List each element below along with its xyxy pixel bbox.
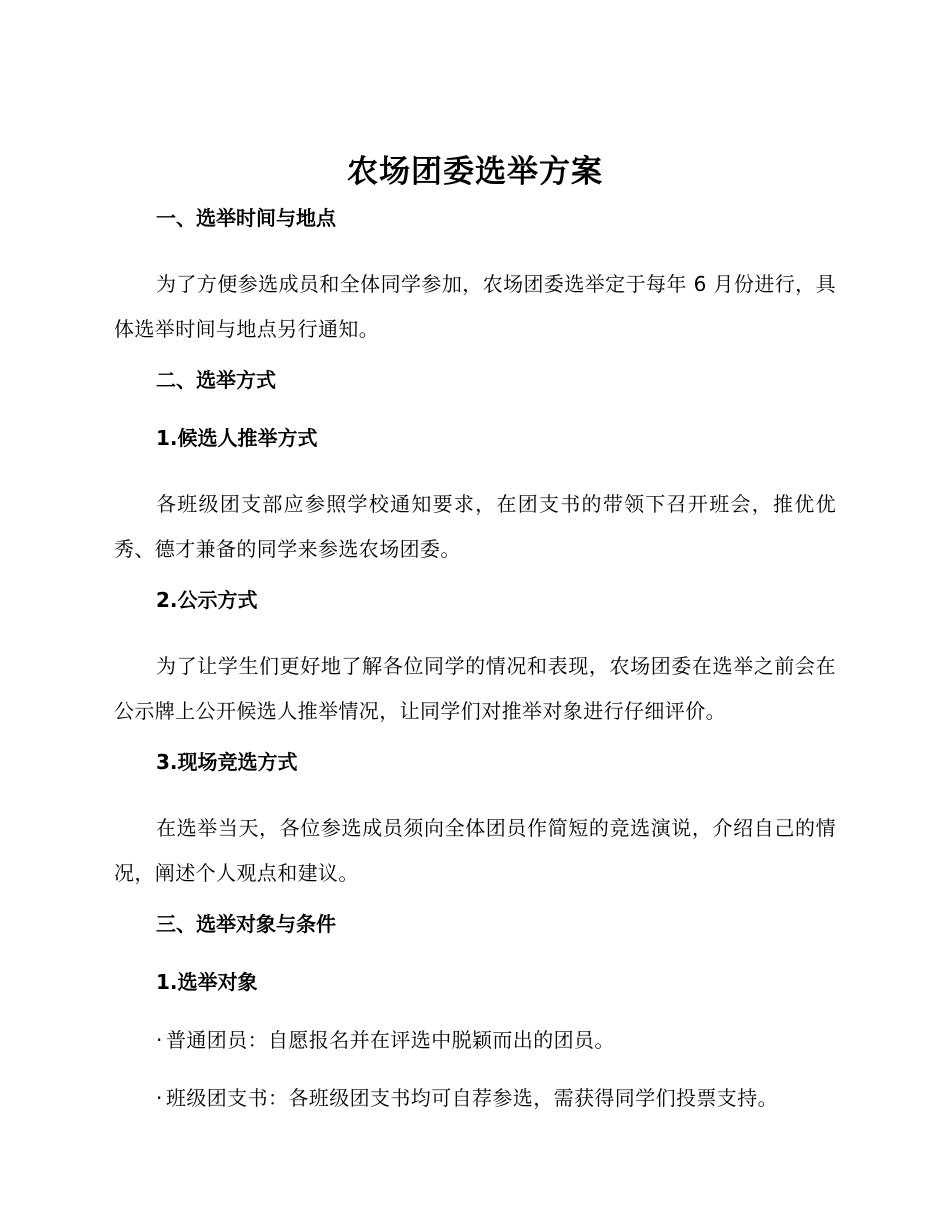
subsection-heading-publicity: 2.公示方式 (156, 588, 258, 612)
document-title: 农场团委选举方案 (347, 154, 603, 190)
subsection-heading-targets: 1.选举对象 (156, 970, 258, 994)
section-heading-time-place: 一、选举时间与地点 (156, 206, 336, 230)
subsection-heading-nomination: 1.候选人推举方式 (156, 426, 318, 450)
paragraph-campaign: 在选举当天，各位参选成员须向全体团员作简短的竞选演说，介绍自己的情况，阐述个人观点和建议。 (114, 816, 836, 885)
paragraph-publicity: 为了让学生们更好地了解各位同学的情况和表现，农场团委在选举之前会在公示牌上公开候选人推举情况，让同学们对推举对象进行仔细评价。 (114, 654, 836, 723)
list-item-text: 普通团员：自愿报名并在评选中脱颖而出的团员。 (166, 1028, 615, 1052)
section-heading-candidates: 三、选举对象与条件 (156, 912, 336, 936)
bullet-marker: · (156, 1028, 163, 1052)
list-item (114, 1026, 836, 1054)
paragraph-nomination: 各班级团支部应参照学校通知要求，在团支书的带领下召开班会，推优优秀、德才兼备的同学来参选农场团委。 (114, 492, 836, 561)
list-item-text: 班级团支书：各班级团支书均可自荐参选，需获得同学们投票支持。 (166, 1086, 778, 1110)
paragraph-time-place: 为了方便参选成员和全体同学参加，农场团委选举定于每年 6 月份进行，具体选举时间与地点另行通知。 (114, 272, 836, 341)
section-heading-method: 二、选举方式 (156, 368, 276, 392)
list-item (114, 1084, 836, 1112)
subsection-heading-campaign: 3.现场竞选方式 (156, 750, 298, 774)
bullet-marker: · (156, 1086, 163, 1110)
